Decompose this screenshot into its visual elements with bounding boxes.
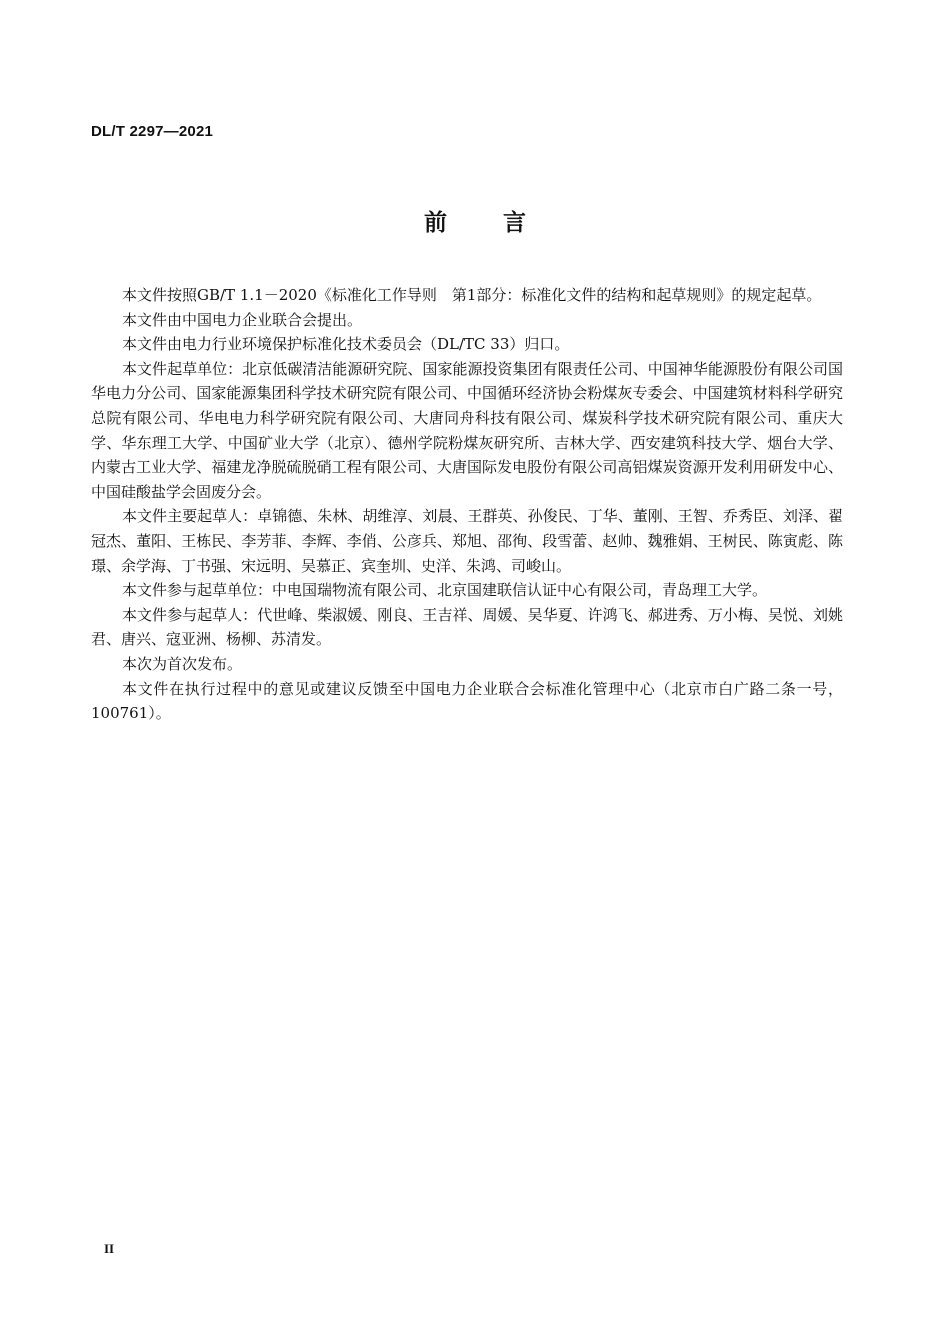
preface-body <box>91 283 843 726</box>
paragraph-participating-units: 本文件参与起草单位：中电国瑞物流有限公司、北京国建联信认证中心有限公司，青岛理工大学。 <box>122 581 768 600</box>
paragraph-first-release: 本次为首次发布。 <box>122 654 243 673</box>
paragraph-feedback: 本文件在执行过程中的意见或建议反馈至中国电力企业联合会标准化管理中心（北京市白广路二条一号，100761）。 <box>91 679 843 723</box>
document-code: DL/T 2297—2021 <box>91 123 214 140</box>
paragraph-participating-drafters: 本文件参与起草人：代世峰、柴淑媛、刚良、王吉祥、周媛、吴华夏、许鸿飞、郝进秀、万小梅、吴悦、刘姚君、唐兴、寇亚洲、杨柳、苏清发。 <box>91 605 843 649</box>
paragraph-drafting-units: 本文件起草单位：北京低碳清洁能源研究院、国家能源投资集团有限责任公司、中国神华能源股份有限公司国华电力分公司、国家能源集团科学技术研究院有限公司、中国循环经济协会粉煤灰专委会、中国建筑材料科学研究总院有限公司、华电电力科学研究院有限公司、大唐同舟科技有限公司、煤炭科学技术研究院有限公司、重庆大学、华东理工大学、中国矿业大学（北京）、德州学院粉煤灰研究所、吉林大学、西安建筑科技大学、烟台大学、内蒙古工业大学、福建龙净脱硫脱硝工程有限公司、大唐国际发电股份有限公司高铝煤炭资源开发利用研发中心、中国硅酸盐学会固废分会。 <box>91 359 843 501</box>
paragraph-main-drafters: 本文件主要起草人：卓锦德、朱林、胡维淳、刘晨、王群英、孙俊民、丁华、董刚、王智、乔秀臣、刘泽、翟冠杰、董阳、王栋民、李芳菲、李辉、李俏、公彦兵、郑旭、邵徇、段雪蕾、赵帅、魏雅娟、王树民、陈寅彪、陈璟、余学海、丁书强、宋远明、吴慕正、宾奎圳、史洋、朱鸿、司峻山。 <box>91 507 843 575</box>
paragraph-proposer: 本文件由中国电力企业联合会提出。 <box>122 310 363 329</box>
paragraph-drafting-rules: 本文件按照GB/T 1.1－2020《标准化工作导则 第1部分：标准化文件的结构和起草规则》的规定起草。 <box>122 286 822 304</box>
paragraph-technical-committee: 本文件由电力行业环境保护标准化技术委员会（DL/TC 33）归口。 <box>122 335 570 354</box>
section-title: 前言 <box>424 210 582 236</box>
page-number: II <box>104 1241 115 1256</box>
